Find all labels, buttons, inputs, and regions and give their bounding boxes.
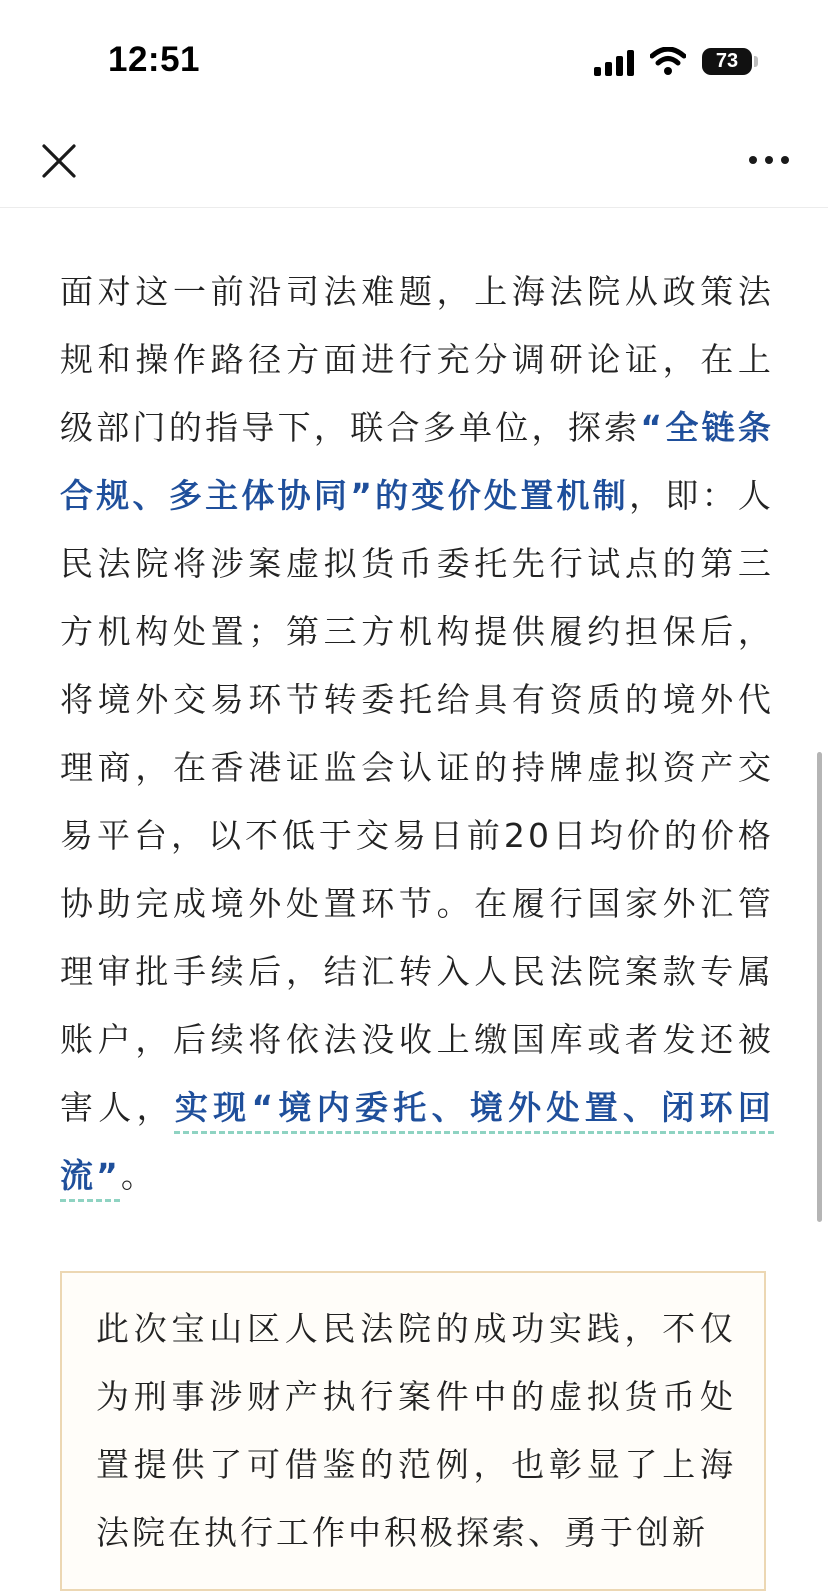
highlight-mechanism: “全链条合规、多主体协同”的变价处置机制 <box>60 408 774 515</box>
article-paragraph <box>60 258 774 1210</box>
article-text-2: ，即：人民法院将涉案虚拟货币委托先行试点的第三方机构处置；第三方机构提供履约担保后，将境外交易环节转委托给具有资质的境外代理商，在香港证监会认证的持牌虚拟资产交易平台，以不低于交易日前20日均价的价格协助完成境外处置环节。在履行国家外汇管理审批手续后，结汇转入人民法院案款专属账户，后续将依法没收上缴国库或者发还被害人， <box>60 476 774 1127</box>
close-icon[interactable] <box>38 140 80 182</box>
wifi-icon <box>650 47 686 75</box>
signal-icon <box>594 50 636 76</box>
battery-level: 73 <box>715 50 739 72</box>
quote-box <box>60 1271 766 1591</box>
article-text-1: 面对这一前沿司法难题，上海法院从政策法规和操作路径方面进行充分调研论证，在上级部门的指导下，联合多单位，探索 <box>60 272 774 447</box>
highlight-link[interactable]: 实现“境内委托、境外处置、闭环回流” <box>60 1088 774 1195</box>
battery-cap <box>754 56 758 67</box>
article-text-3: 。 <box>120 1156 157 1195</box>
scrollbar[interactable] <box>817 752 822 1222</box>
status-time: 12:51 <box>108 40 201 79</box>
more-icon[interactable] <box>748 148 790 172</box>
nav-bar <box>0 110 828 208</box>
quote-text: 此次宝山区人民法院的成功实践，不仅为刑事涉财产执行案件中的虚拟货币处置提供了可借鉴的范例，也彰显了上海法院在执行工作中积极探索、勇于创新 <box>96 1309 736 1552</box>
status-bar <box>0 0 828 110</box>
